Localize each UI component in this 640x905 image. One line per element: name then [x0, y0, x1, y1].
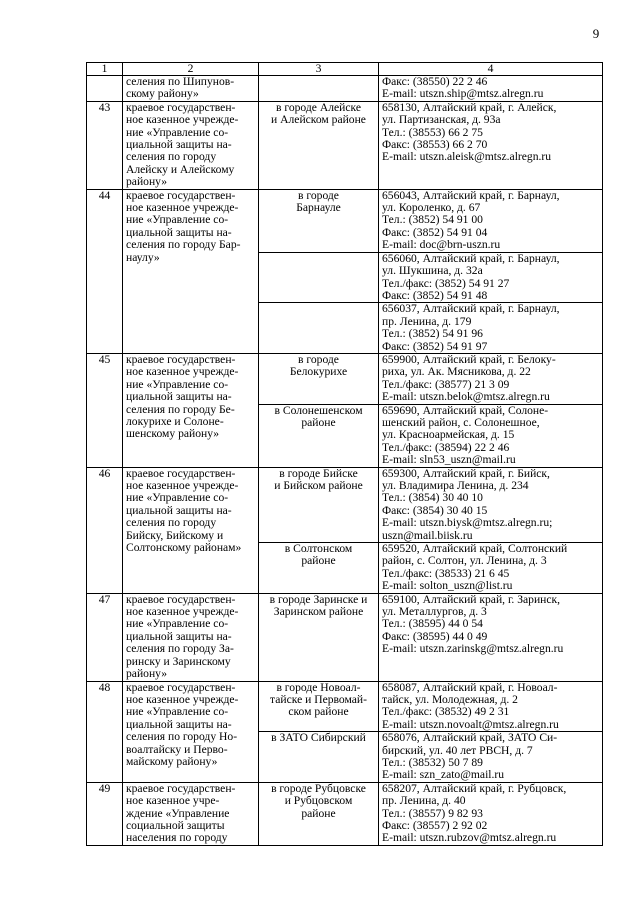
text-line: социальной защиты — [126, 818, 225, 832]
table-header-row — [87, 63, 603, 76]
column-header: 4 — [379, 63, 603, 76]
table-row — [87, 467, 603, 542]
text-line: Тел.: (38557) 9 82 93 — [382, 806, 483, 820]
text-line: циальной защиты на- — [126, 629, 232, 643]
row-number: 43 — [87, 101, 123, 189]
text-line: краевое государствен- — [126, 467, 236, 480]
text-line: ул. Владимира Ленина, д. 234 — [382, 479, 529, 492]
text-line: районе — [301, 554, 336, 568]
text-line: Тел./факс: (38577) 21 3 09 — [382, 377, 510, 391]
text-line: и Бийском районе — [274, 479, 363, 492]
text-line: Тел.: (3852) 54 91 00 — [382, 213, 483, 227]
row-number: 48 — [87, 681, 123, 782]
text-line: 658130, Алтайский край, г. Алейск, — [382, 101, 557, 114]
text-line: Барнауле — [296, 201, 341, 215]
text-line: E-mail: utszn.novoalt@mtsz.alregn.ru — [382, 717, 559, 731]
text-line: в городе Бийске — [279, 467, 358, 480]
table-row — [87, 76, 603, 102]
text-line: E-mail: utszn.aleisk@mtsz.alregn.ru — [382, 150, 552, 164]
row-number: 44 — [87, 189, 123, 353]
contact-cell — [379, 353, 603, 404]
text-line: ул. Металлургов, д. 3 — [382, 605, 487, 619]
text-line: майскому району» — [126, 754, 218, 768]
text-line: Факс: (3854) 30 40 15 — [382, 503, 488, 517]
text-line: ринску и Заринскому — [126, 654, 231, 668]
text-line: E-mail: solton_uszn@list.ru — [382, 579, 513, 593]
contact-cell — [379, 732, 603, 783]
text-line: ное казенное учрежде- — [126, 692, 239, 706]
text-line: 656043, Алтайский край, г. Барнаул, — [382, 189, 560, 202]
text-line: в городе Рубцовске — [271, 782, 366, 795]
text-line: E-mail: sln53_uszn@mail.ru — [382, 453, 516, 467]
organization-cell — [123, 76, 259, 102]
text-line: пр. Ленина, д. 179 — [382, 314, 472, 328]
text-line: краевое государствен- — [126, 189, 236, 202]
text-line: Факс: (38553) 66 2 70 — [382, 138, 488, 152]
text-line: ском районе — [288, 705, 349, 719]
text-line: Тел.: (38553) 66 2 75 — [382, 125, 483, 139]
text-line: циальной защиты на- — [126, 138, 232, 152]
contact-cell — [379, 303, 603, 354]
text-line: Тел./факс: (38533) 21 6 45 — [382, 566, 510, 580]
table-row — [87, 101, 603, 189]
text-line: Белокурихе — [289, 365, 348, 379]
service-area-cell — [259, 732, 379, 783]
text-line: циальной защиты на- — [126, 717, 232, 731]
text-line: 658087, Алтайский край, г. Новоал- — [382, 681, 558, 694]
row-number: 47 — [87, 593, 123, 681]
column-header: 3 — [259, 63, 379, 76]
text-line: селения по городу Бар- — [126, 238, 241, 252]
text-line: ние «Управление со- — [126, 377, 229, 391]
text-line: ние «Управление со- — [126, 125, 229, 139]
text-line: 656037, Алтайский край, г. Барнаул, — [382, 302, 560, 316]
contact-cell — [379, 76, 603, 102]
organization-cell — [123, 593, 259, 681]
text-line: циальной защиты на- — [126, 503, 232, 517]
text-line: Факс: (3852) 54 91 97 — [382, 339, 488, 353]
table-row — [87, 189, 603, 252]
text-line: E-mail: utszn.zarinskg@mtsz.alregn.ru — [382, 642, 564, 656]
service-area-cell — [259, 593, 379, 681]
text-line: ждение «Управление — [126, 806, 230, 820]
text-line: Факс: (38595) 44 0 49 — [382, 629, 488, 643]
text-line: ул. Красноармейская, д. 15 — [382, 428, 515, 442]
text-line: скому району» — [126, 87, 199, 101]
text-line: селения по городу — [126, 150, 217, 164]
text-line: районе — [301, 806, 336, 820]
text-line: ное казенное учре- — [126, 794, 220, 808]
service-area-cell — [259, 189, 379, 252]
text-line: районе — [301, 415, 336, 429]
contact-cell — [379, 543, 603, 594]
text-line: циальной защиты на- — [126, 225, 232, 239]
column-header: 2 — [123, 63, 259, 76]
service-area-cell — [259, 404, 379, 467]
text-line: району» — [126, 175, 168, 189]
contact-cell — [379, 252, 603, 303]
text-line: Тел./факс: (38532) 49 2 31 — [382, 705, 510, 719]
text-line: селения по городу — [126, 516, 217, 530]
text-line: Тел./факс: (3852) 54 91 27 — [382, 276, 510, 290]
text-line: ние «Управление со- — [126, 617, 229, 631]
text-line: тайск, ул. Молодежная, д. 2 — [382, 692, 518, 706]
table-row — [87, 353, 603, 404]
text-line: району» — [126, 667, 168, 681]
text-line: циальной защиты на- — [126, 390, 232, 404]
text-line: воалтайску и Перво- — [126, 742, 228, 756]
text-line: в ЗАТО Сибирский — [271, 731, 366, 745]
table-row — [87, 782, 603, 845]
text-line: Тел./факс: (38594) 22 2 46 — [382, 440, 510, 454]
text-line: в городе Алейске — [276, 101, 361, 114]
row-number: 49 — [87, 782, 123, 845]
text-line: Факс: (3852) 54 91 48 — [382, 288, 488, 302]
service-area-cell — [259, 543, 379, 594]
row-number: 45 — [87, 353, 123, 467]
text-line: краевое государствен- — [126, 681, 236, 694]
organization-cell — [123, 782, 259, 845]
text-line: Тел.: (3852) 54 91 96 — [382, 327, 483, 341]
text-line: и Алейском районе — [271, 113, 366, 127]
text-line: селения по Шипунов- — [126, 75, 235, 88]
text-line: E-mail: utszn.belok@mtsz.alregn.ru — [382, 390, 550, 404]
text-line: ное казенное учрежде- — [126, 479, 239, 492]
text-line: район, с. Солтон, ул. Ленина, д. 3 — [382, 554, 547, 568]
text-line: ное казенное учрежде- — [126, 605, 239, 619]
text-line: локурихе и Солоне- — [126, 414, 224, 428]
contact-cell — [379, 593, 603, 681]
text-line: 659690, Алтайский край, Солоне- — [382, 404, 549, 417]
text-line: 659520, Алтайский край, Солтонский — [382, 542, 568, 556]
text-line: uszn@mail.biisk.ru — [382, 528, 473, 542]
text-line: ние «Управление со- — [126, 491, 229, 505]
service-area-cell — [259, 467, 379, 542]
text-line: населения по городу — [126, 831, 228, 845]
service-area-cell — [259, 252, 379, 303]
contact-cell — [379, 782, 603, 845]
text-line: Тел.: (38532) 50 7 89 — [382, 755, 483, 769]
text-line: E-mail: doc@brn-uszn.ru — [382, 238, 501, 252]
text-line: ние «Управление со- — [126, 213, 229, 227]
contact-cell — [379, 404, 603, 467]
text-line: риха, ул. Ак. Мясникова, д. 22 — [382, 365, 531, 379]
text-line: ное казенное учрежде- — [126, 113, 239, 127]
text-line: 658207, Алтайский край, г. Рубцовск, — [382, 782, 567, 795]
text-line: E-mail: utszn.rubzov@mtsz.alregn.ru — [382, 831, 557, 845]
text-line: краевое государствен- — [126, 782, 236, 795]
text-line: краевое государствен- — [126, 353, 236, 366]
text-line: ное казенное учрежде- — [126, 365, 239, 379]
organization-cell — [123, 681, 259, 782]
text-line: и Рубцовском — [284, 794, 353, 808]
text-line: E-mail: utszn.biysk@mtsz.alregn.ru; — [382, 516, 553, 530]
text-line: наулу» — [126, 250, 160, 264]
text-line: 659300, Алтайский край, г. Бийск, — [382, 467, 550, 480]
contact-cell — [379, 189, 603, 252]
text-line: Заринском районе — [273, 605, 364, 619]
text-line: в городе — [298, 353, 339, 366]
text-line: в Солонешенском — [274, 404, 363, 417]
text-line: селения по городу Бе- — [126, 402, 235, 416]
text-line: в Солтонском — [284, 542, 353, 556]
text-line: в городе Заринске и — [269, 593, 368, 606]
institutions-table — [86, 62, 603, 846]
service-area-cell — [259, 353, 379, 404]
text-line: пр. Ленина, д. 40 — [382, 794, 466, 808]
text-line: Тел.: (38595) 44 0 54 — [382, 617, 483, 631]
row-number — [87, 76, 123, 102]
text-line: краевое государствен- — [126, 593, 236, 606]
service-area-cell — [259, 76, 379, 102]
text-line: селения по городу За- — [126, 642, 234, 656]
text-line: в городе Новоал- — [276, 681, 361, 694]
text-line: тайске и Первомай- — [270, 692, 367, 706]
text-line: ние «Управление со- — [126, 705, 229, 719]
text-line: Солтонскому районам» — [126, 541, 242, 555]
page-number: 9 — [592, 26, 600, 41]
text-line: Факс: (38550) 22 2 46 — [382, 75, 488, 88]
text-line: E-mail: szn_zato@mail.ru — [382, 768, 505, 782]
contact-cell — [379, 101, 603, 189]
contact-cell — [379, 681, 603, 732]
text-line: 659100, Алтайский край, г. Заринск, — [382, 593, 561, 606]
text-line: ул. Партизанская, д. 93а — [382, 113, 501, 127]
text-line: ул. Шукшина, д. 32а — [382, 264, 483, 278]
organization-cell — [123, 189, 259, 353]
text-line: бирский, ул. 40 лет РВСН, д. 7 — [382, 743, 533, 757]
text-line: краевое государствен- — [126, 101, 236, 114]
text-line: шенскому району» — [126, 427, 220, 441]
column-header: 1 — [87, 63, 123, 76]
organization-cell — [123, 101, 259, 189]
text-line: 659900, Алтайский край, г. Белоку- — [382, 353, 556, 366]
contact-cell — [379, 467, 603, 542]
text-line: E-mail: utszn.ship@mtsz.alregn.ru — [382, 87, 544, 101]
table-row — [87, 593, 603, 681]
text-line: селения по городу Но- — [126, 730, 238, 744]
service-area-cell — [259, 681, 379, 732]
row-number: 46 — [87, 467, 123, 593]
text-line: ное казенное учрежде- — [126, 201, 239, 215]
text-line: Тел.: (3854) 30 40 10 — [382, 491, 483, 505]
organization-cell — [123, 353, 259, 467]
table-row — [87, 681, 603, 732]
text-line: шенский район, с. Солонешное, — [382, 415, 540, 429]
service-area-cell — [259, 303, 379, 354]
service-area-cell — [259, 782, 379, 845]
text-line: Факс: (3852) 54 91 04 — [382, 225, 488, 239]
text-line: ул. Короленко, д. 67 — [382, 201, 481, 215]
text-line: Алейску и Алейскому — [126, 162, 235, 176]
text-line: 658076, Алтайский край, ЗАТО Си- — [382, 731, 558, 745]
text-line: 656060, Алтайский край, г. Барнаул, — [382, 252, 560, 265]
text-line: в городе — [298, 189, 339, 202]
organization-cell — [123, 467, 259, 593]
service-area-cell — [259, 101, 379, 189]
text-line: Бийску, Бийскому и — [126, 528, 224, 542]
text-line: Факс: (38557) 2 92 02 — [382, 818, 488, 832]
